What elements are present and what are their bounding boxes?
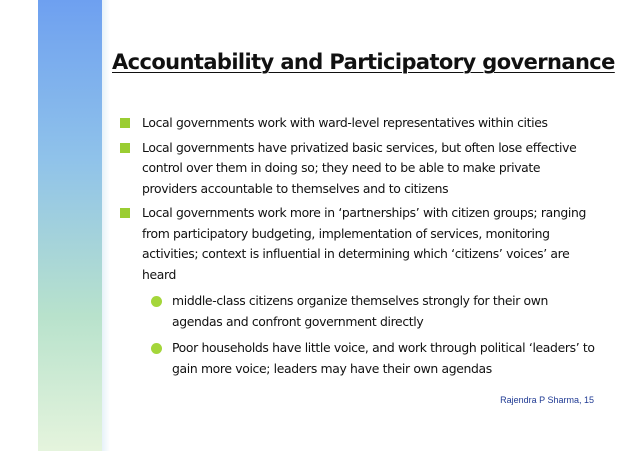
slide-title: Accountability and Participatory governance	[112, 50, 615, 74]
square-bullet-icon	[120, 118, 130, 128]
sub-bullet-text: middle-class citizens organize themselves strongly for their own agendas and confront government directly	[172, 293, 549, 329]
round-bullet-icon	[151, 296, 162, 307]
bullet-list	[118, 113, 598, 385]
bullet-item	[118, 203, 598, 285]
bullet-item	[118, 138, 598, 200]
sub-bullet-text: Poor households have little voice, and work through political ‘leaders’ to gain more voice; leaders may have their own agendas	[172, 340, 595, 376]
bullet-text: Local governments have privatized basic services, but often lose effective control over them in doing so; they need to be able to make private providers accountable to themselves and to citizens	[142, 139, 577, 196]
sub-bullet-item	[148, 291, 598, 332]
square-bullet-icon	[120, 143, 130, 153]
bullet-item	[118, 113, 598, 134]
sub-bullet-list	[148, 291, 598, 379]
slide-footer-credit: Rajendra P Sharma, 15	[500, 395, 594, 405]
decorative-band-fade	[102, 0, 110, 451]
sub-bullet-item	[148, 338, 598, 379]
bullet-text: Local governments work more in ‘partnerships’ with citizen groups; ranging from participatory budgeting, implementation of services, monitoring activities; context is influential in determining which ‘citizens’ voices’ are heard	[142, 205, 586, 282]
decorative-side-band	[38, 0, 102, 451]
round-bullet-icon	[151, 343, 162, 354]
bullet-text: Local governments work with ward-level representatives within cities	[142, 115, 548, 130]
square-bullet-icon	[120, 208, 130, 218]
